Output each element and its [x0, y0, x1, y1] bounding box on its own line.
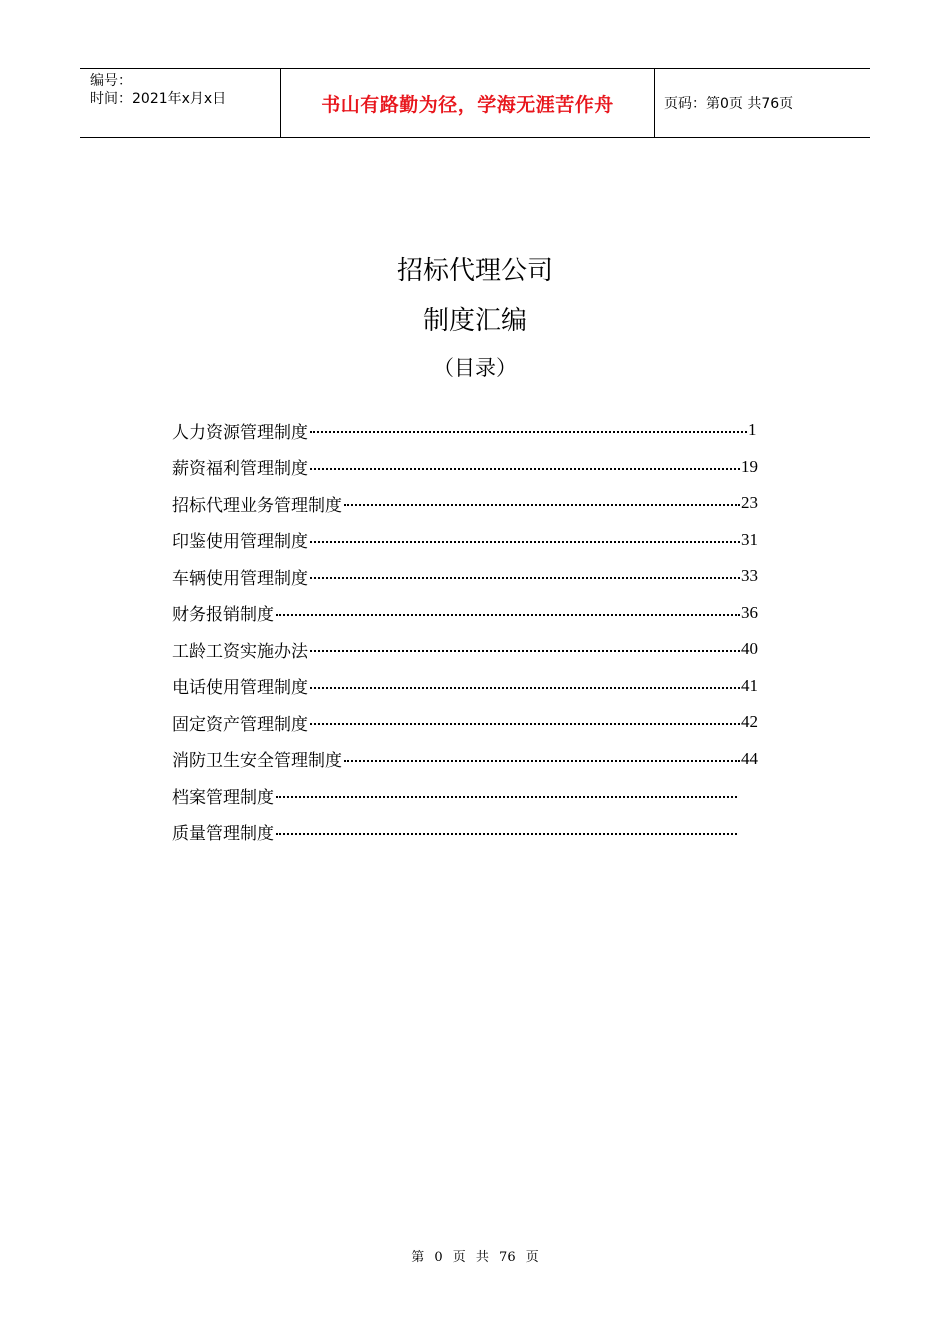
- toc-entry-page: 23: [741, 493, 758, 513]
- toc-entry-page: 41: [741, 675, 758, 695]
- toc-leader-dots: [310, 687, 740, 689]
- toc-entry-page: 36: [741, 602, 758, 622]
- table-of-contents: [172, 412, 772, 850]
- toc-leader-dots: [276, 614, 740, 616]
- toc-heading: （目录）: [433, 356, 517, 380]
- motto-text: 书山有路勤为径，学海无涯苦作舟: [321, 93, 614, 116]
- toc-entry-label: 招标代理业务管理制度: [172, 495, 342, 516]
- toc-entry[interactable]: [172, 595, 772, 632]
- toc-entry-label: 车辆使用管理制度: [172, 568, 308, 589]
- toc-leader-dots: [310, 541, 740, 543]
- toc-entry[interactable]: [172, 814, 772, 851]
- toc-entry-label: 消防卫生安全管理制度: [172, 751, 342, 772]
- toc-entry-label: 档案管理制度: [172, 787, 274, 808]
- toc-entry-page: 1: [748, 420, 757, 440]
- header-meta-cell: [80, 69, 281, 137]
- toc-entry[interactable]: [172, 449, 772, 486]
- header-page-cell: [655, 69, 870, 137]
- toc-entry-page: 44: [741, 748, 758, 768]
- document-title: 招标代理公司: [396, 256, 553, 286]
- toc-entry[interactable]: [172, 558, 772, 595]
- toc-entry[interactable]: [172, 777, 772, 814]
- toc-leader-dots: [310, 723, 740, 725]
- toc-entry-page: 42: [741, 712, 758, 732]
- toc-entry-page: 31: [741, 529, 758, 549]
- toc-entry-label: 财务报销制度: [172, 605, 274, 626]
- toc-entry-page: 40: [741, 639, 758, 659]
- toc-entry-label: 质量管理制度: [172, 824, 274, 845]
- toc-leader-dots: [276, 833, 737, 835]
- toc-entry-label: 电话使用管理制度: [172, 678, 308, 699]
- page-info: 页码：第0页 共76页: [664, 96, 794, 112]
- toc-entry-label: 印鉴使用管理制度: [172, 532, 308, 553]
- toc-entry[interactable]: [172, 704, 772, 741]
- toc-entry[interactable]: [172, 668, 772, 705]
- toc-leader-dots: [310, 577, 740, 579]
- toc-entry-label: 人力资源管理制度: [172, 422, 308, 443]
- toc-entry-label: 工龄工资实施办法: [172, 641, 308, 662]
- toc-entry-label: 薪资福利管理制度: [172, 459, 308, 480]
- page-footer: 第 0 页 共 76 页: [411, 1250, 539, 1265]
- time-label: 时间：2021年x月x日: [90, 91, 227, 107]
- toc-entry-label: 固定资产管理制度: [172, 714, 308, 735]
- header-table: [80, 68, 870, 138]
- toc-entry[interactable]: [172, 522, 772, 559]
- toc-leader-dots: [344, 504, 740, 506]
- toc-leader-dots: [310, 431, 747, 433]
- toc-leader-dots: [344, 760, 740, 762]
- header-motto-cell: [281, 69, 655, 137]
- toc-entry[interactable]: [172, 485, 772, 522]
- toc-leader-dots: [310, 650, 740, 652]
- number-label: 编号：: [90, 73, 132, 89]
- toc-leader-dots: [276, 796, 737, 798]
- toc-entry[interactable]: [172, 631, 772, 668]
- toc-entry[interactable]: [172, 741, 772, 778]
- toc-leader-dots: [310, 468, 740, 470]
- toc-entry[interactable]: [172, 412, 772, 449]
- document-subtitle: 制度汇编: [422, 306, 527, 336]
- toc-entry-page: 19: [741, 456, 758, 476]
- toc-entry-page: 33: [741, 566, 758, 586]
